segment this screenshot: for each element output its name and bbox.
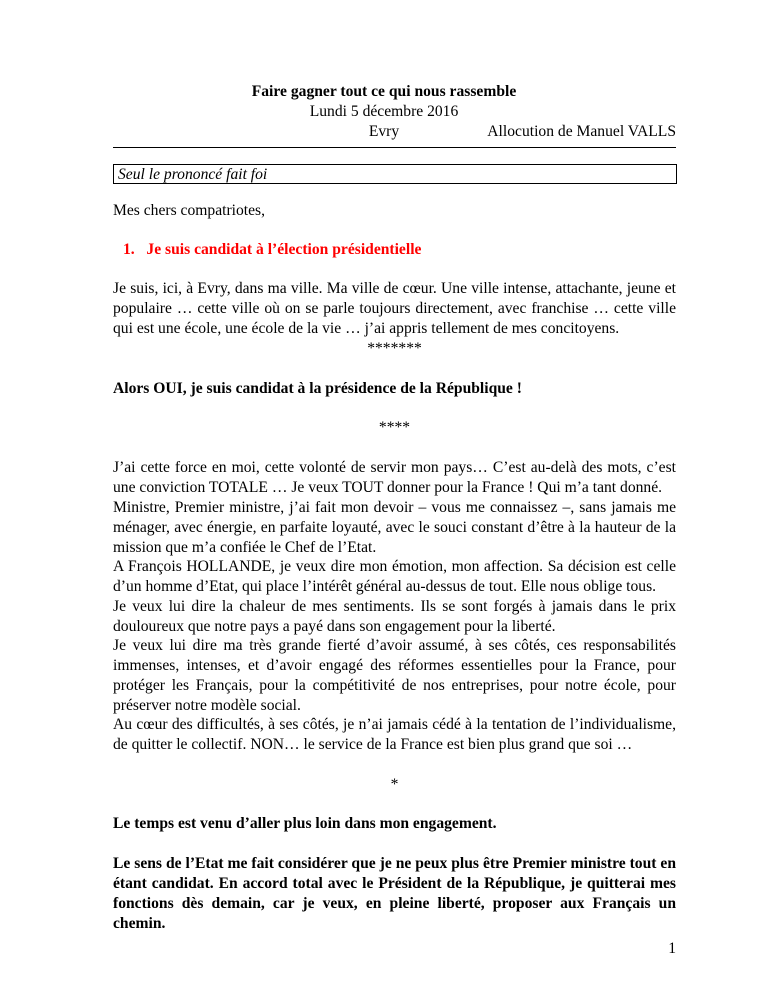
paragraph-force: J’ai cette force en moi, cette volonté de servir mon pays… C’est au-delà des mots, c’est une conviction TOTALE … Je veux TOUT donner pour la France ! Qui m’a tant donné. xyxy=(113,459,676,496)
section-number: 1. xyxy=(123,241,135,258)
paragraph-sentiments: Je veux lui dire la chaleur de mes sentiments. Ils se sont forgés à jamais dans le prix douloureux que notre pays a payé dans son engagement pour la liberté. xyxy=(113,598,676,635)
page-number: 1 xyxy=(668,940,676,957)
header-divider xyxy=(113,147,676,148)
paragraph-ministre: Ministre, Premier ministre, j’ai fait mon devoir – vous me connaissez –, sans jamais me ménager, avec énergie, en parfaite loyauté, avec le souci constant d’être à la hauteur de la mission que m’a confiée le Chef de l’Etat. xyxy=(113,499,676,556)
separator-stars: * xyxy=(390,776,399,793)
paragraph-fierte: Je veux lui dire ma très grande fierté d’avoir assumé, à ses côtés, ces responsabilités immenses, intenses, et d’avoir engagé des réformes essentielles pour la France, pour protéger les Français, pour la compétitivité de nos entreprises, pour notre école, pour préserver notre modèle social. xyxy=(113,637,676,714)
paragraph-hollande: A François HOLLANDE, je veux dire mon émotion, mon affection. Sa décision est celle d’un homme d’Etat, qui place l’intérêt général au-dessus de tout. Elle nous oblige tous. xyxy=(113,558,676,595)
paragraph-evry: Je suis, ici, à Evry, dans ma ville. Ma ville de cœur. Une ville intense, attachante, jeune et populaire … cette ville où on se parle toujours directement, avec franchise … cette ville qui est une école, une école de la vie … j’ai appris tellement de mes concitoyens. xyxy=(113,280,676,337)
separator-stars: **** xyxy=(378,419,411,436)
section-title: Je suis candidat à l’élection présidentielle xyxy=(146,241,422,258)
paragraph-difficultes: Au cœur des difficultés, à ses côtés, je n’ai jamais cédé à la tentation de l’individualisme, de quitter le collectif. NON… le service de la France est bien plus grand que soi … xyxy=(113,716,676,753)
salutation: Mes chers compatriotes, xyxy=(113,202,265,219)
bold-paragraph-engagement: Le temps est venu d’aller plus loin dans mon engagement. xyxy=(113,815,497,832)
speech-author: Allocution de Manuel VALLS xyxy=(487,123,676,140)
speech-title: Faire gagner tout ce qui nous rassemble xyxy=(251,83,517,100)
section-heading xyxy=(113,240,676,260)
notice-box: Seul le prononcé fait foi xyxy=(113,164,677,184)
speech-date: Lundi 5 décembre 2016 xyxy=(309,103,459,120)
declaration: Alors OUI, je suis candidat à la présidence de la République ! xyxy=(113,380,522,397)
author-block xyxy=(113,122,676,148)
speech-place: Evry xyxy=(368,123,400,140)
separator-stars: ******* xyxy=(367,340,422,357)
bold-paragraph-etat: Le sens de l’Etat me fait considérer que je ne peux plus être Premier ministre tout en étant candidat. En accord total avec le Président de la République, je quitterai mes fonctions dès demain, car je veux, en pleine liberté, proposer aux Français un chemin. xyxy=(113,855,676,932)
